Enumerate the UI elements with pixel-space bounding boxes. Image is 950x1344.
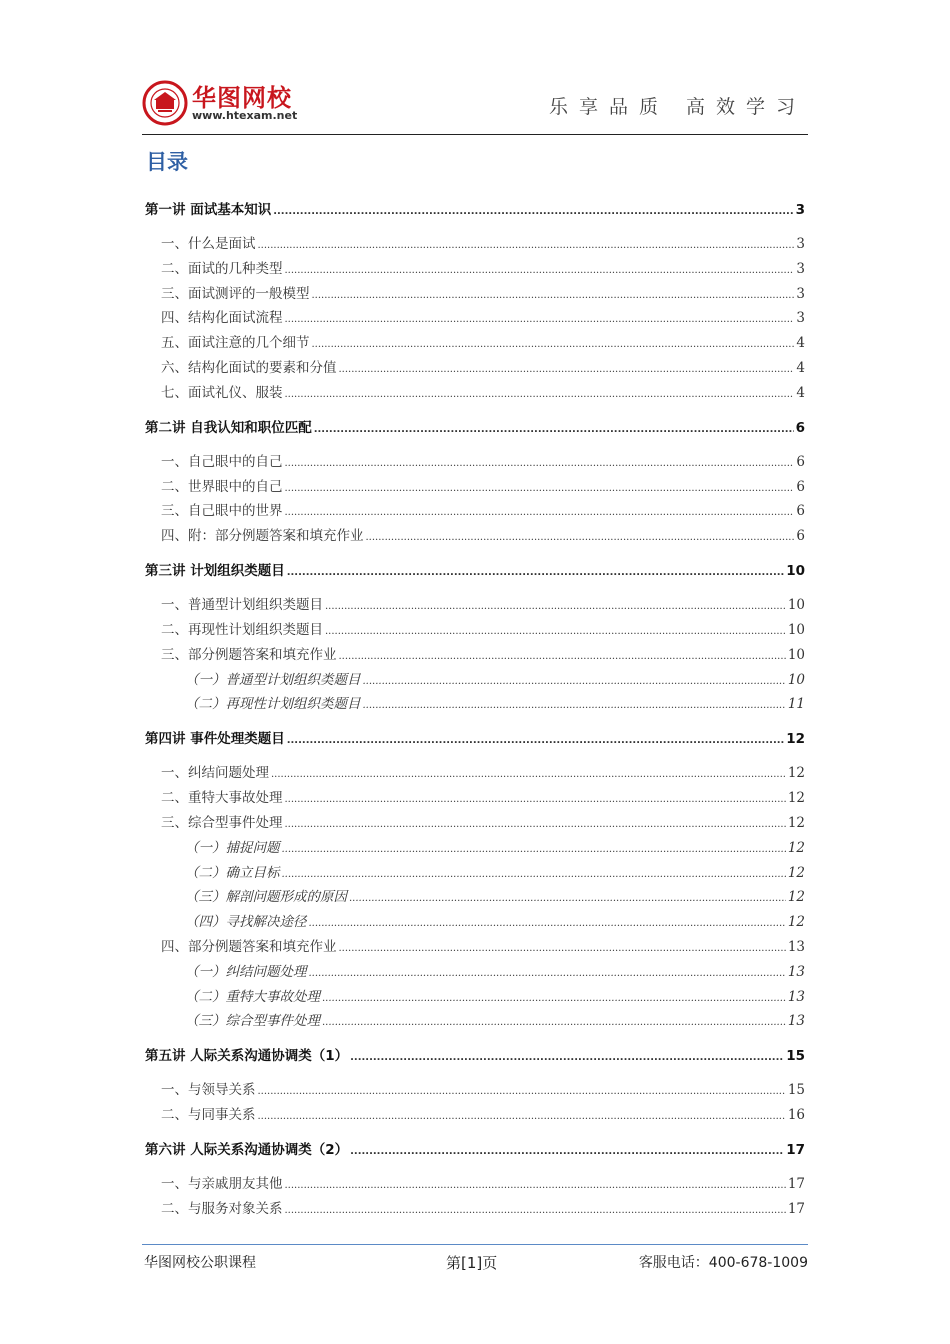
toc-leader-dots (271, 765, 786, 785)
toc-entry-label: （一）普通型计划组织类题目 (185, 671, 361, 688)
toc-subsection-entry[interactable] (185, 670, 805, 690)
toc-section-entry[interactable] (161, 788, 805, 808)
toc-entry-page: 13 (787, 963, 805, 980)
toc-entry-label: （一）纠结问题处理 (185, 963, 307, 980)
toc-entry-page: 10 (787, 622, 805, 638)
toc-entry-page: 12 (787, 815, 805, 831)
toc-chapter-entry[interactable] (145, 561, 805, 581)
toc-section-entry[interactable] (161, 259, 805, 279)
toc-section-entry[interactable] (161, 1105, 805, 1125)
toc-entry-label: 三、面试测评的一般模型 (161, 285, 310, 302)
toc-entry-label: 六、结构化面试的要素和分值 (161, 360, 337, 376)
toc-entry-page: 12 (787, 864, 805, 881)
toc-section-entry[interactable] (161, 1199, 805, 1219)
toc-entry-label: （一）捕捉问题 (185, 839, 280, 856)
toc-entry-label: 一、什么是面试 (161, 236, 256, 252)
toc-leader-dots (309, 914, 786, 934)
toc-entry-page: 6 (795, 419, 805, 436)
toc-section-entry[interactable] (161, 308, 805, 328)
toc-entry-page: 3 (796, 260, 805, 277)
toc-entry-page: 13 (787, 988, 805, 1005)
toc-entry-label: 一、普通型计划组织类题目 (161, 597, 323, 614)
toc-chapter-entry[interactable] (145, 200, 805, 220)
toc-leader-dots (285, 310, 795, 330)
toc-section-entry[interactable] (161, 1174, 805, 1194)
slogan: 乐享品质 高效学习 (548, 96, 806, 118)
toc-leader-dots (287, 563, 785, 583)
toc-section-entry[interactable] (161, 526, 805, 546)
toc-entry-label: 第四讲 事件处理类题目 (145, 731, 285, 748)
toc-entry-page: 10 (787, 597, 805, 614)
toc-entry-page: 12 (787, 889, 805, 906)
toc-entry-label: 第一讲 面试基本知识 (145, 202, 272, 218)
toc-entry-label: （二）重特大事故处理 (185, 988, 320, 1005)
toc-subsection-entry[interactable] (185, 838, 805, 858)
toc-section-entry[interactable] (161, 284, 805, 304)
toc-entry-page: 6 (796, 453, 805, 470)
toc-entry-page: 13 (787, 939, 805, 955)
toc-entry-label: 二、与同事关系 (161, 1107, 256, 1124)
toc-entry-label: 第六讲 人际关系沟通协调类（2） (145, 1142, 349, 1159)
toc-section-entry[interactable] (161, 358, 805, 378)
toc-entry-page: 12 (786, 731, 805, 748)
toc-entry-label: （三）解剖问题形成的原因 (185, 889, 347, 906)
toc-leader-dots (273, 202, 793, 222)
toc-entry-label: 三、自己眼中的世界 (161, 503, 283, 520)
toc-leader-dots (325, 622, 786, 642)
toc-leader-dots (322, 989, 786, 1009)
toc-entry-page: 6 (796, 528, 805, 545)
toc-entry-page: 6 (796, 503, 805, 520)
toc-entry-page: 10 (787, 671, 805, 688)
toc-section-entry[interactable] (161, 477, 805, 497)
toc-section-entry[interactable] (161, 452, 805, 472)
toc-entry-page: 12 (787, 765, 805, 782)
toc-leader-dots (350, 1048, 784, 1068)
toc-entry-label: 第三讲 计划组织类题目 (145, 563, 285, 580)
toc-chapter-entry[interactable] (145, 1046, 805, 1066)
toc-entry-page: 6 (796, 478, 805, 495)
footer-service-phone: 客服电话：400-678-1009 (638, 1255, 808, 1271)
footer-course-name: 华图网校公职课程 (144, 1255, 256, 1271)
toc-entry-label: 五、面试注意的几个细节 (161, 335, 310, 352)
toc-leader-dots (363, 672, 786, 692)
toc-leader-dots (312, 286, 795, 306)
toc-entry-page: 4 (796, 360, 805, 376)
toc-entry-page: 16 (787, 1107, 805, 1124)
toc-entry-page: 3 (796, 236, 805, 252)
toc-entry-label: 三、部分例题答案和填充作业 (161, 646, 337, 663)
toc-entry-page: 15 (787, 1082, 805, 1099)
toc-leader-dots (349, 889, 786, 909)
toc-entry-page: 4 (796, 335, 805, 352)
toc-chapter-entry[interactable] (145, 1140, 805, 1160)
toc-chapter-entry[interactable] (145, 729, 805, 749)
toc-section-entry[interactable] (161, 937, 805, 957)
toc-section-entry[interactable] (161, 595, 805, 615)
toc-leader-dots (258, 1107, 786, 1127)
toc-subsection-entry[interactable] (185, 987, 805, 1007)
toc-entry-page: 4 (796, 384, 805, 401)
toc-leader-dots (309, 964, 786, 984)
toc-leader-dots (285, 790, 786, 810)
toc-entry-label: 二、面试的几种类型 (161, 260, 283, 277)
footer-divider (142, 1244, 808, 1245)
toc-entry-label: 四、附：部分例题答案和填充作业 (161, 528, 364, 545)
toc-section-entry[interactable] (161, 501, 805, 521)
toc-entry-label: 一、与领导关系 (161, 1082, 256, 1099)
toc-leader-dots (285, 479, 795, 499)
site-url[interactable]: www.htexam.net (192, 109, 298, 122)
toc-entry-label: （三）综合型事件处理 (185, 1013, 320, 1030)
toc-leader-dots (285, 261, 795, 281)
toc-entry-label: 二、重特大事故处理 (161, 790, 283, 807)
toc-leader-dots (258, 1082, 786, 1102)
toc-title: 目录 (146, 150, 188, 174)
toc-leader-dots (285, 385, 795, 405)
toc-subsection-entry[interactable] (185, 887, 805, 907)
toc-entry-label: 七、面试礼仪、服装 (161, 384, 283, 401)
toc-entry-label: 四、结构化面试流程 (161, 310, 283, 327)
brand-name: 华图网校 (192, 84, 292, 112)
toc-leader-dots (285, 503, 795, 523)
toc-leader-dots (285, 454, 795, 474)
toc-leader-dots (363, 696, 786, 716)
toc-section-entry[interactable] (161, 234, 805, 254)
toc-entry-page: 10 (786, 563, 805, 580)
page-header (142, 74, 808, 134)
toc-entry-label: 二、再现性计划组织类题目 (161, 622, 323, 638)
toc-section-entry[interactable] (161, 620, 805, 640)
toc-leader-dots (258, 236, 795, 256)
seal-logo-icon (142, 80, 188, 126)
toc-leader-dots (285, 815, 786, 835)
toc-entry-label: 一、纠结问题处理 (161, 765, 269, 782)
toc-subsection-entry[interactable] (185, 694, 805, 714)
footer-page-number: 第[1]页 (446, 1254, 498, 1272)
toc-entry-label: 一、与亲戚朋友其他 (161, 1176, 283, 1193)
toc-entry-label: （四）寻找解决途径 (185, 914, 307, 931)
toc-entry-label: （二）再现性计划组织类题目 (185, 696, 361, 713)
toc-subsection-entry[interactable] (185, 863, 805, 883)
toc-section-entry[interactable] (161, 813, 805, 833)
toc-entry-page: 15 (786, 1048, 805, 1065)
toc-entry-page: 3 (796, 285, 805, 302)
toc-entry-page: 10 (787, 646, 805, 663)
toc-leader-dots (339, 939, 786, 959)
toc-section-entry[interactable] (161, 1080, 805, 1100)
toc-entry-label: 第五讲 人际关系沟通协调类（1） (145, 1048, 349, 1065)
toc-entry-label: 二、世界眼中的自己 (161, 478, 283, 495)
toc-subsection-entry[interactable] (185, 912, 805, 932)
toc-entry-label: 三、综合型事件处理 (161, 815, 283, 831)
toc-leader-dots (285, 1176, 786, 1196)
toc-leader-dots (350, 1142, 784, 1162)
toc-section-entry[interactable] (161, 645, 805, 665)
toc-leader-dots (282, 840, 786, 860)
toc-entry-page: 13 (787, 1013, 805, 1030)
toc-section-entry[interactable] (161, 763, 805, 783)
toc-entry-page: 17 (787, 1201, 805, 1217)
toc-leader-dots (322, 1013, 786, 1033)
toc-leader-dots (366, 528, 795, 548)
toc-leader-dots (282, 865, 786, 885)
toc-leader-dots (287, 731, 785, 751)
toc-leader-dots (325, 597, 786, 617)
toc-leader-dots (312, 335, 795, 355)
toc-entry-page: 3 (795, 202, 805, 218)
toc-leader-dots (285, 1201, 786, 1221)
toc-leader-dots (339, 360, 795, 380)
toc-entry-page: 12 (787, 839, 805, 856)
toc-entry-page: 3 (796, 310, 805, 327)
toc-chapter-entry[interactable] (145, 418, 805, 438)
toc-subsection-entry[interactable] (185, 1011, 805, 1031)
toc-entry-label: （二）确立目标 (185, 864, 280, 881)
toc-section-entry[interactable] (161, 383, 805, 403)
toc-entry-label: 一、自己眼中的自己 (161, 453, 283, 470)
toc-entry-page: 17 (787, 1176, 805, 1193)
header-divider (142, 134, 808, 135)
toc-leader-dots (314, 420, 794, 440)
toc-section-entry[interactable] (161, 333, 805, 353)
toc-entry-label: 二、与服务对象关系 (161, 1201, 283, 1217)
toc-entry-page: 12 (787, 790, 805, 807)
toc-entry-label: 四、部分例题答案和填充作业 (161, 939, 337, 955)
toc-leader-dots (339, 647, 786, 667)
toc-subsection-entry[interactable] (185, 962, 805, 982)
toc-entry-page: 17 (786, 1142, 805, 1159)
toc-entry-page: 12 (787, 914, 805, 931)
toc-entry-page: 11 (787, 696, 805, 713)
toc-entry-label: 第二讲 自我认知和职位匹配 (145, 419, 312, 436)
